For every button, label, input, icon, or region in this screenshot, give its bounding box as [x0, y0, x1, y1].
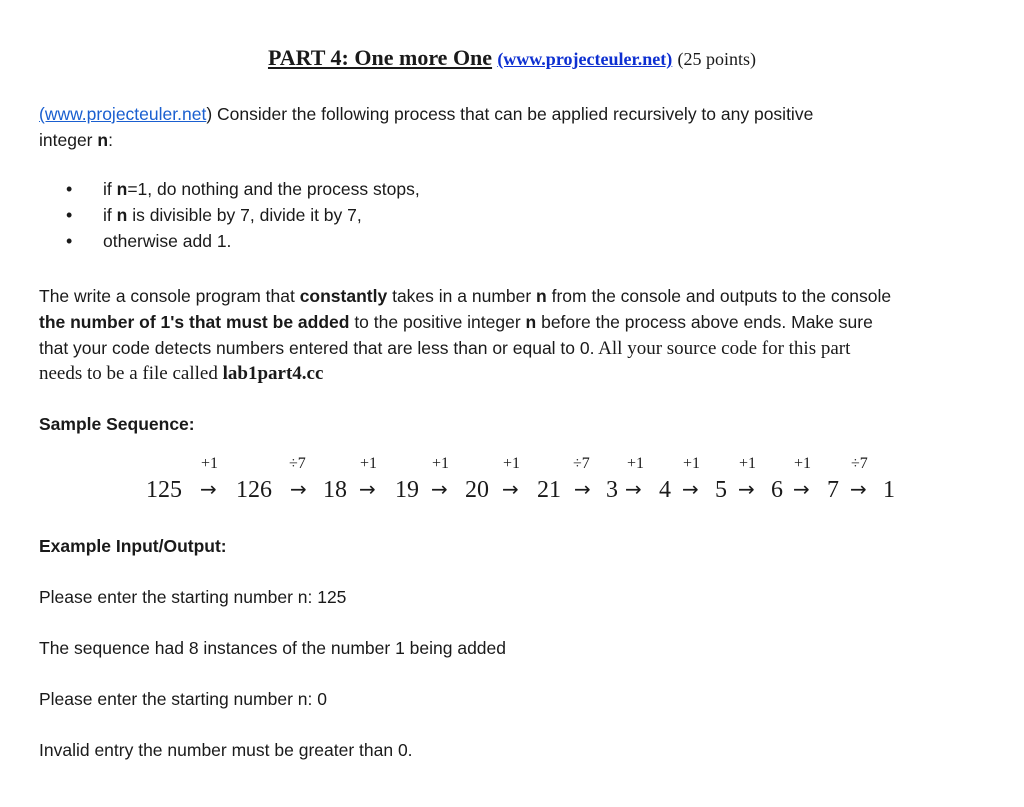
- title-main: PART 4: One more One: [267, 45, 493, 70]
- intro-line-1: [39, 101, 813, 127]
- title-link[interactable]: (www.projecteuler.net): [497, 49, 673, 69]
- arrow-icon: →: [290, 477, 307, 501]
- seq-number: 20: [465, 477, 489, 503]
- filename: lab1part4.cc: [222, 363, 324, 384]
- bullet-text: is divisible by 7, divide it by 7,: [127, 205, 362, 225]
- seq-number: 3: [606, 477, 618, 503]
- intro-text-2: integer: [39, 130, 98, 150]
- arrow-icon: →: [738, 477, 755, 501]
- seq-op: +1: [503, 455, 521, 472]
- example-heading: Example Input/Output:: [39, 536, 227, 556]
- seq-number: 6: [771, 477, 783, 503]
- arrow-icon: →: [625, 477, 642, 501]
- bullet-text: =1, do nothing and the process stops,: [127, 179, 420, 199]
- page-title: [0, 45, 1024, 71]
- seq-op: ÷7: [573, 455, 590, 472]
- body-line-4: needs to be a file called lab1part4.cc: [39, 363, 324, 384]
- seq-number: 5: [715, 477, 727, 503]
- intro-close-paren: ): [206, 104, 213, 124]
- body-line-2: the number of 1's that must be added to the positive integer n before the process above ends. Make sure: [39, 312, 873, 332]
- intro-colon: :: [108, 130, 113, 150]
- intro-line-2: [39, 127, 113, 153]
- seq-op: +1: [432, 455, 450, 472]
- body-line-1: The write a console program that constantly takes in a number n from the console and outputs to the console: [39, 286, 892, 306]
- arrow-icon: →: [359, 477, 376, 501]
- rule-list: [0, 179, 1024, 259]
- seq-op: +1: [201, 455, 219, 472]
- seq-op: +1: [683, 455, 701, 472]
- seq-number: 1: [883, 477, 895, 503]
- sample-heading: Sample Sequence:: [39, 414, 195, 434]
- seq-op: +1: [360, 455, 378, 472]
- seq-number: 7: [827, 477, 839, 503]
- seq-number: 21: [537, 477, 561, 503]
- arrow-icon: →: [793, 477, 810, 501]
- title-points: (25 points): [677, 49, 757, 69]
- bullet-bold: n: [116, 205, 128, 225]
- seq-number: 18: [323, 477, 347, 503]
- arrow-icon: →: [502, 477, 519, 501]
- bullet-icon: •: [66, 231, 73, 251]
- seq-number: 4: [659, 477, 671, 503]
- arrow-icon: →: [200, 477, 217, 501]
- io-line: Invalid entry the number must be greater than 0.: [39, 740, 413, 760]
- intro-link[interactable]: (www.projecteuler.net: [39, 104, 207, 124]
- bullet-icon: •: [66, 179, 73, 199]
- bullet-text: if: [103, 179, 117, 199]
- intro-n: n: [97, 130, 109, 150]
- seq-op: +1: [794, 455, 812, 472]
- arrow-icon: →: [431, 477, 448, 501]
- arrow-icon: →: [574, 477, 591, 501]
- seq-number: 126: [236, 477, 272, 503]
- seq-op: ÷7: [851, 455, 868, 472]
- io-line: Please enter the starting number n: 0: [39, 689, 327, 709]
- seq-op: ÷7: [289, 455, 306, 472]
- io-line: The sequence had 8 instances of the number 1 being added: [39, 638, 507, 658]
- body-line-3: that your code detects numbers entered that are less than or equal to 0. All your source code for this part: [39, 338, 851, 359]
- intro-text-1: Consider the following process that can be applied recursively to any positive: [212, 104, 814, 124]
- arrow-icon: →: [850, 477, 867, 501]
- bullet-text: if: [103, 205, 117, 225]
- bullet-bold: n: [116, 179, 128, 199]
- sequence: [0, 455, 1024, 515]
- seq-op: +1: [627, 455, 645, 472]
- seq-op: +1: [739, 455, 757, 472]
- seq-number: 19: [395, 477, 419, 503]
- bullet-text: otherwise add 1.: [103, 231, 232, 251]
- seq-number: 125: [146, 477, 182, 503]
- bullet-icon: •: [66, 205, 73, 225]
- arrow-icon: →: [682, 477, 699, 501]
- io-line: Please enter the starting number n: 125: [39, 587, 347, 607]
